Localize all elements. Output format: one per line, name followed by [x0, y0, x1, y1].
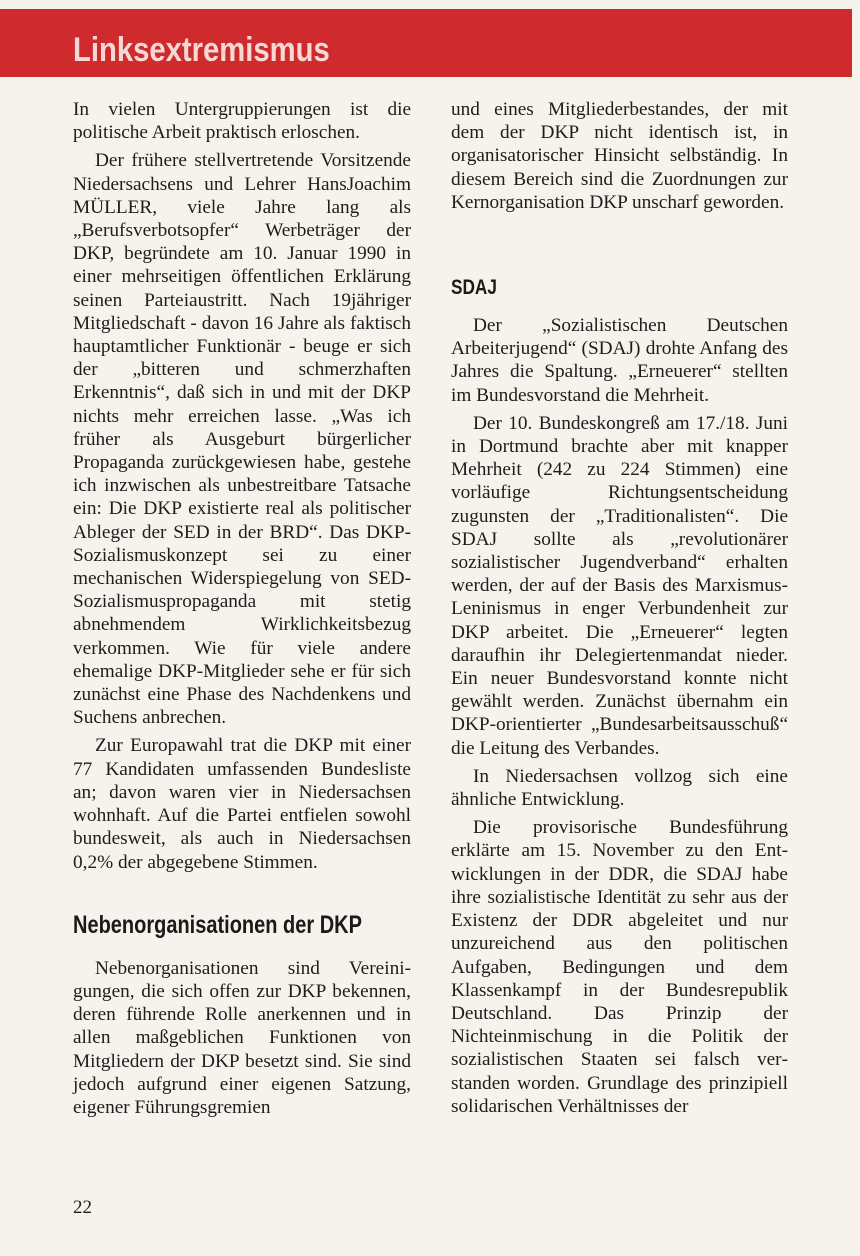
paragraph: In vielen Untergruppierungen ist die politische Arbeit praktisch erloschen.	[73, 99, 411, 144]
paragraph: Die provisorische Bundesführung erklärte am 15. November zu den Entwicklungen in der DDR, die SDAJ habe ihre sozialistische Identität zu sehr aus der Existenz der DDR abgeleitet und nur unzureichend aus den politischen Aufgaben, Bedingungen und dem Klassenkampf in der Bundesrepublik Deutschland. Das Prinzip der Nichteinmischung in die Politik der sozialistischen Staaten sei falsch verstanden worden. Grundlage des prinzipiell solidarischen Verhältnisses der	[451, 817, 788, 1117]
paragraph: Zur Europawahl trat die DKP mit einer 77 Kandidaten umfassenden Bundesliste an; davon waren vier in Niedersachsen wohnhaft. Auf die Partei entfielen sowohl bundesweit, als auch in Niedersachsen 0,2% der abgegebene Stimmen.	[73, 735, 411, 873]
section-title: Linksextremismus	[73, 31, 330, 69]
paragraph: Nebenorganisationen sind Vereinigungen, die sich offen zur DKP bekennen, deren führende Rolle anerkennen und in allen maßgeblichen Funktionen von Mitgliedern der DKP besetzt sind. Sie sind jedoch aufgrund einer eigenen Satzung, eigener Führungsgremien	[73, 957, 411, 1118]
section-header-band	[0, 9, 852, 77]
paragraph: Der 10. Bundeskongreß am 17./18. Juni in Dortmund brachte aber mit knapper Mehrheit (242 zu 224 Stimmen) eine vorläufige Richtungsentscheidung zugunsten der „Traditionalisten“. Die SDAJ sollte als „revolutionärer sozialistischer Jugendverband“ erhalten werden, der auf der Basis des Marxismus-Leninismus in enger Verbundenheit zur DKP arbeitet. Die „Erneuerer“ legten daraufhin ihr Delegiertenmandat nieder. Ein neuer Bundesvorstand konnte nicht gewählt werden. Zunächst übernahm ein DKP-orientierter „Bundesarbeitsausschuß“ die Leitung des Verbandes.	[451, 412, 788, 759]
right-column	[451, 98, 788, 1118]
left-column	[73, 98, 411, 1119]
paragraph: Der „Sozialistischen Deutschen Arbeiterjugend“ (SDAJ) drohte Anfang des Jahres die Spaltung. „Erneuerer“ stellten im Bundesvorstand die Mehrheit.	[451, 315, 788, 406]
section-heading-sdaj: SDAJ	[451, 276, 497, 300]
paragraph: und eines Mitgliederbestandes, der mit dem der DKP nicht identisch ist, in organisatorischer Hinsicht selbständig. In diesem Bereich sind die Zuordnungen zur Kernorganisation DKP unscharf geworden.	[451, 99, 788, 213]
section-heading-nebenorganisationen: Nebenorganisationen der DKP	[73, 910, 362, 939]
paragraph: In Niedersachsen vollzog sich eine ähnliche Entwicklung.	[451, 765, 788, 811]
paragraph: Der frühere stellvertretende Vorsitzende Niedersachsens und Lehrer HansJoachim MÜLLER, viele Jahre lang als „Berufsverbotsopfer“ Werbeträger der DKP, begründete am 10. Januar 1990 in einer mehrseitigen öffentlichen Erklärung seinen Parteiaustritt. Nach 19jähriger Mitgliedschaft - davon 16 Jahre als faktisch hauptamtlicher Funktionär - beuge er sich der „bitteren und schmerzhaften Erkenntnis“, daß sich in und mit der DKP nichts mehr erreichen lasse. „Was ich früher als Ausgeburt bürgerlicher Propaganda zurückgewiesen habe, gestehe ich inzwischen als unbestreitbare Tatsache ein: Die DKP existierte real als politischer Ableger der SED in der BRD“. Das DKP-Sozialismuskonzept sei zu einer mechanischen Widerspiegelung von SED-Sozialismuspropaganda mit stetig abnehmendem Wirklichkeitsbezug verkommen. Wie für viele andere ehemalige DKP-Mitglieder sehe er für sich zunächst eine Phase des Nachdenkens und Suchens anbrechen.	[73, 150, 411, 729]
page-number: 22	[73, 1197, 92, 1218]
